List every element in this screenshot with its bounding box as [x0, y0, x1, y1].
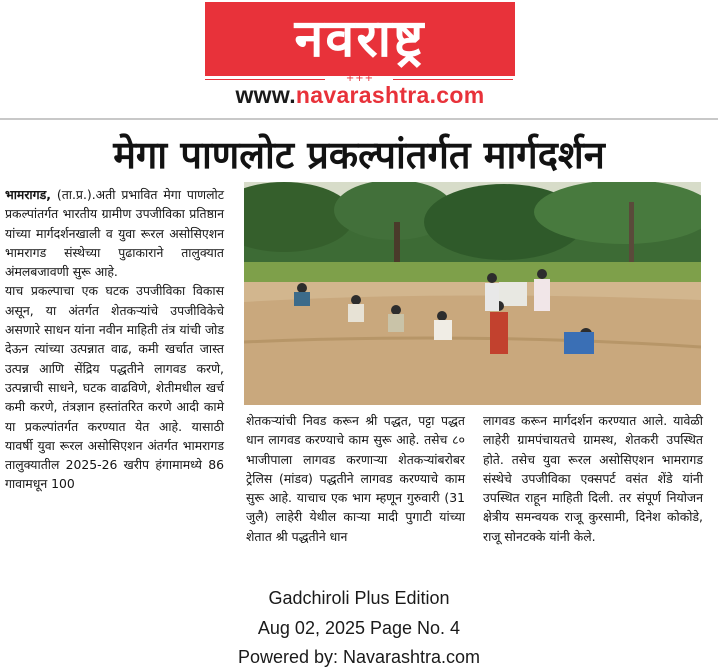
ornament-plus-icon: +++ [345, 73, 375, 84]
powered-by-label: Powered by: Navarashtra.com [237, 647, 481, 667]
paragraph-1-text: (ता.प्र.).अती प्रभावित मेगा पाणलोट प्रकल्पांतर्गत भारतीय ग्रामीण उपजीविका प्रतिष्ठान यांच्या मार्गदर्शनखाली व युवा रूरल असोसिएशन भामरागड संस्थेच्या पुढाकाराने तालुक्यात अंमलबजावणी सुरू आहे. [5, 187, 224, 280]
newspaper-logo: नवराष्ट्र [205, 2, 515, 76]
ornament-line-left [205, 79, 325, 80]
article-photo-paddy-planting [244, 182, 701, 405]
article-column-2: शेतकऱ्यांची निवड करून श्री पद्धत, पट्टा पद्धत धान लागवड करण्याचे काम सुरू आहे. तसेच ८० भाजीपाला लागवड करणाऱ्या शेतकऱ्यांबरोबर ट्रेलिस (मांडव) पद्धतीने लागवड करण्याचे काम सुरू आहे. याचाच एक भाग म्हणून गुरुवारी (31 जुलै) लाहेरी येथील काऱ्या मादी पुगाटी यांच्या शेतात श्री पद्धतीने धान [246, 413, 465, 544]
website-url [205, 82, 515, 109]
url-domain: navarashtra.com [295, 82, 485, 108]
dateline: भामरागड, [5, 187, 51, 202]
edition-label: Gadchiroli Plus Edition [268, 588, 450, 608]
ornament-line-right [393, 79, 513, 80]
field-scene-image [244, 182, 701, 405]
paragraph-1 [5, 185, 224, 281]
article-column-1 [5, 185, 224, 494]
url-prefix: www. [235, 82, 296, 108]
header-divider [0, 118, 718, 120]
article-headline: मेगा पाणलोट प्रकल्पांतर्गत मार्गदर्शन [113, 133, 605, 177]
paragraph-2: याच प्रकल्पाचा एक घटक उपजीविका विकास असून, या अंतर्गत शेतकऱ्यांचे उपजीविकेचे असणारे साधन यांना नवीन माहिती तंत्र यांची जोड देऊन त्यांच्या उत्पन्नात वाढ, कमी खर्चात जास्त उत्पन्न आणि सेंद्रिय पद्धतीने लागवड करणे, उत्पन्नाची साधने, घटक वाढविणे, शेतीमधील खर्च कमी करणे, तंत्रज्ञान हस्तांतरित करणे आदी कामे या प्रकल्पांतर्गत करण्यात येत आहे. यासाठी यावर्षी युवा रूरल असोसिएशन अंतर्गत भामरागड तालुक्यातील 2025-26 खरीप हंगामामध्ये 86 गावामधून 100 [5, 283, 224, 492]
masthead [0, 0, 718, 118]
date-page-label: Aug 02, 2025 Page No. 4 [257, 618, 461, 638]
article-column-3: लागवड करून मार्गदर्शन करण्यात आले. यावेळी लाहेरी ग्रामपंचायतचे ग्रामस्थ, शेतकरी उपस्थित होते. तसेच युवा रूरल असोसिएशन भामरागड संस्थेचे उपजीविका एक्सपर्ट वसंत शेंडे यांनी उपस्थित राहून माहिती दिली. तर संपूर्ण नियोजन क्षेत्रीय समन्वयक राजू कुरसामी, दिनेश कोकोडे, राजू सोनटक्के यांनी केले. [483, 413, 703, 544]
